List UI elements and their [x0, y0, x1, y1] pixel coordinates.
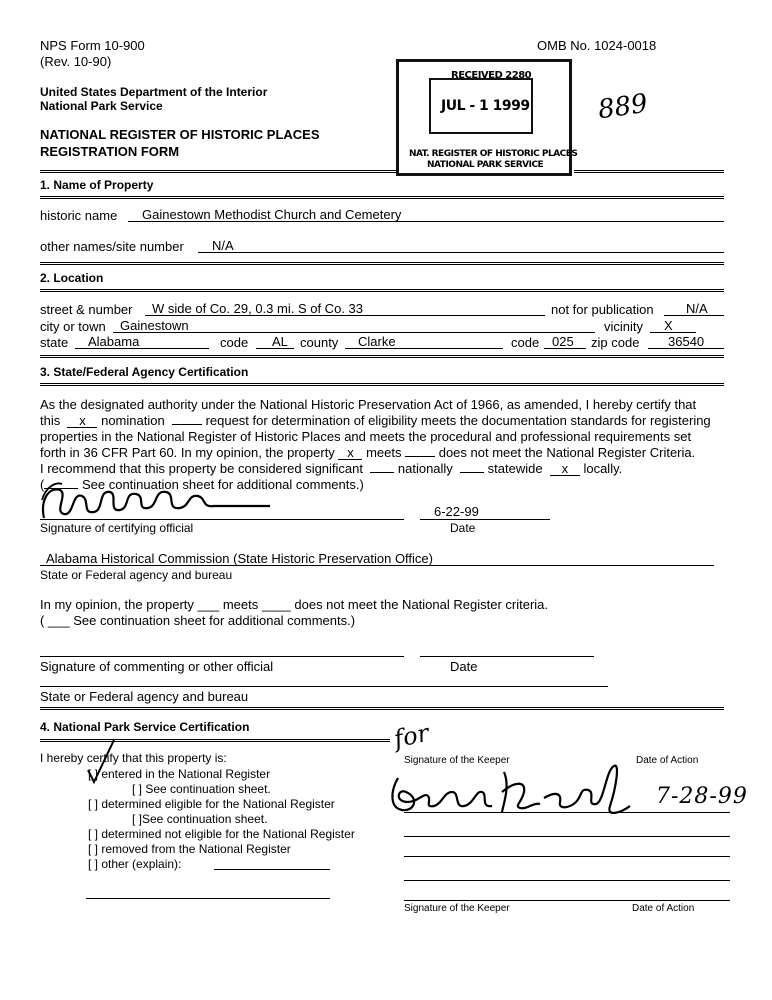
commenting-signature-line [40, 656, 404, 657]
form-number: NPS Form 10-900 [40, 38, 145, 53]
certification-line-1: As the designated authority under the National Historic Preservation Act of 1966, as amended, I hereby certify that [40, 397, 697, 412]
certifying-date-value: 6-22-99 [434, 504, 479, 519]
street-label: street & number [40, 302, 133, 317]
county-value: Clarke [358, 334, 396, 349]
street-line [145, 315, 545, 316]
section-4-heading: 4. National Park Service Certification [40, 720, 250, 734]
keeper-date-value: 7-28-99 [656, 784, 748, 809]
state-code-label: code [220, 335, 249, 350]
certifying-date-line [420, 519, 550, 520]
certify-statement: I hereby certify that this property is: [40, 751, 227, 765]
street-value: W side of Co. 29, 0.3 mi. S of Co. 33 [152, 301, 363, 316]
separator [40, 262, 724, 265]
zip-line [648, 348, 724, 349]
county-code-label: code [511, 335, 540, 350]
entered-check-mark [84, 736, 124, 786]
county-line [345, 348, 503, 349]
stamp-received-text: RECEIVED 2280 [451, 70, 532, 81]
other-names-line [198, 252, 724, 253]
keeper-for-annotation: for [391, 718, 432, 754]
form-title: NATIONAL REGISTER OF HISTORIC PLACES [40, 127, 320, 142]
vicinity-label: vicinity [604, 319, 644, 334]
county-code-line [544, 348, 586, 349]
keeper-line-3 [404, 856, 730, 857]
separator [40, 289, 724, 292]
opinion-continuation: ( ___ See continuation sheet for additional comments.) [40, 613, 356, 628]
certification-line-5: I recommend that this property be considered significant nationally statewide x locally. [40, 461, 623, 476]
keeper-line-5 [404, 900, 730, 901]
other-names-value: N/A [212, 238, 234, 253]
other-explain-line [214, 869, 330, 870]
keeper-signature-label-2: Signature of the Keeper [404, 903, 510, 914]
keeper-line-1 [404, 812, 730, 813]
not-for-publication-value: N/A [686, 301, 708, 316]
vicinity-line [650, 332, 696, 333]
option-entered: [ ] entered in the National Register [88, 767, 271, 781]
city-line [113, 332, 595, 333]
historic-name-label: historic name [40, 208, 118, 223]
option-eligible-continuation: [ ]See continuation sheet. [132, 812, 268, 826]
continuation-line: ( See continuation sheet for additional comments.) [40, 477, 364, 492]
separator [574, 170, 724, 173]
locally-mark: x [550, 462, 580, 476]
certification-line-3: properties in the National Register of Historic Places and meets the procedural and professional requirements set [40, 429, 692, 444]
certification-line-4: forth in 36 CFR Part 60. In my opinion, the property x meets does not meet the National Register Criteria. [40, 445, 696, 460]
keeper-signature [384, 762, 634, 822]
certifying-signature-line [40, 519, 404, 520]
section-3-heading: 3. State/Federal Agency Certification [40, 365, 249, 379]
stamp-register-line: NAT. REGISTER OF HISTORIC PLACES [409, 149, 578, 159]
separator [40, 707, 724, 710]
opinion-line: In my opinion, the property ___ meets ____ does not meet the National Register criteria. [40, 597, 549, 612]
other-explain-line-2 [86, 898, 330, 899]
nomination-mark: x [67, 414, 97, 428]
meets-mark: x [338, 446, 362, 460]
vicinity-value: X [664, 318, 673, 333]
certifying-agency-label: State or Federal agency and bureau [40, 568, 233, 582]
commenting-signature-label: Signature of commenting or other official [40, 659, 274, 674]
received-stamp [396, 59, 578, 176]
keeper-line-4 [404, 880, 730, 881]
historic-name-line [128, 221, 724, 222]
state-code-value: AL [272, 334, 288, 349]
option-entered-continuation: [ ] See continuation sheet. [132, 782, 271, 796]
service-name: National Park Service [40, 99, 163, 113]
certifying-signature-label: Signature of certifying official [40, 521, 194, 535]
zip-value: 36540 [668, 334, 705, 349]
historic-name-value: Gainestown Methodist Church and Cemetery [142, 207, 402, 222]
keeper-line-2 [404, 836, 730, 837]
handwritten-reference-number: 889 [596, 88, 650, 126]
option-removed: [ ] removed from the National Register [88, 842, 291, 856]
stamp-date-box [429, 78, 533, 134]
state-label: state [40, 335, 69, 350]
city-label: city or town [40, 319, 106, 334]
state-code-line [256, 348, 294, 349]
city-value: Gainestown [120, 318, 189, 333]
not-for-publication-line [664, 315, 724, 316]
department-name: United States Department of the Interior [40, 85, 268, 99]
option-other: [ ] other (explain): [88, 857, 182, 871]
county-code-value: 025 [552, 334, 574, 349]
certification-line-2: this x nomination request for determination of eligibility meets the documentation standards for registering [40, 413, 711, 428]
separator [40, 383, 724, 386]
section-2-heading: 2. Location [40, 271, 104, 285]
action-date-label: Date of Action [636, 755, 699, 766]
stamp-date: JUL - 1 1999 [441, 98, 530, 114]
option-eligible: [ ] determined eligible for the National Register [88, 797, 335, 811]
section-1-heading: 1. Name of Property [40, 178, 154, 192]
form-subtitle: REGISTRATION FORM [40, 144, 180, 159]
commenting-date-label: Date [450, 659, 478, 674]
form-revision: (Rev. 10-90) [40, 54, 112, 69]
certifying-date-label: Date [450, 521, 476, 535]
stamp-service-line: NATIONAL PARK SERVICE [427, 160, 544, 170]
zip-label: zip code [591, 335, 640, 350]
other-names-label: other names/site number [40, 239, 184, 254]
county-label: county [300, 335, 339, 350]
certifying-agency-line [40, 565, 714, 566]
commenting-agency-label: State or Federal agency and bureau [40, 689, 249, 704]
state-value: Alabama [88, 334, 140, 349]
separator [40, 355, 724, 358]
keeper-signature-label: Signature of the Keeper [404, 755, 510, 766]
commenting-agency-line [40, 686, 608, 687]
state-line [75, 348, 209, 349]
certifying-agency-value: Alabama Historical Commission (State Historic Preservation Office) [46, 551, 433, 566]
option-not-eligible: [ ] determined not eligible for the National Register [88, 827, 355, 841]
separator [40, 170, 396, 173]
omb-number: OMB No. 1024-0018 [537, 38, 657, 53]
not-for-publication-label: not for publication [551, 302, 654, 317]
commenting-date-line [420, 656, 594, 657]
separator [40, 196, 724, 199]
action-date-label-2: Date of Action [632, 903, 695, 914]
